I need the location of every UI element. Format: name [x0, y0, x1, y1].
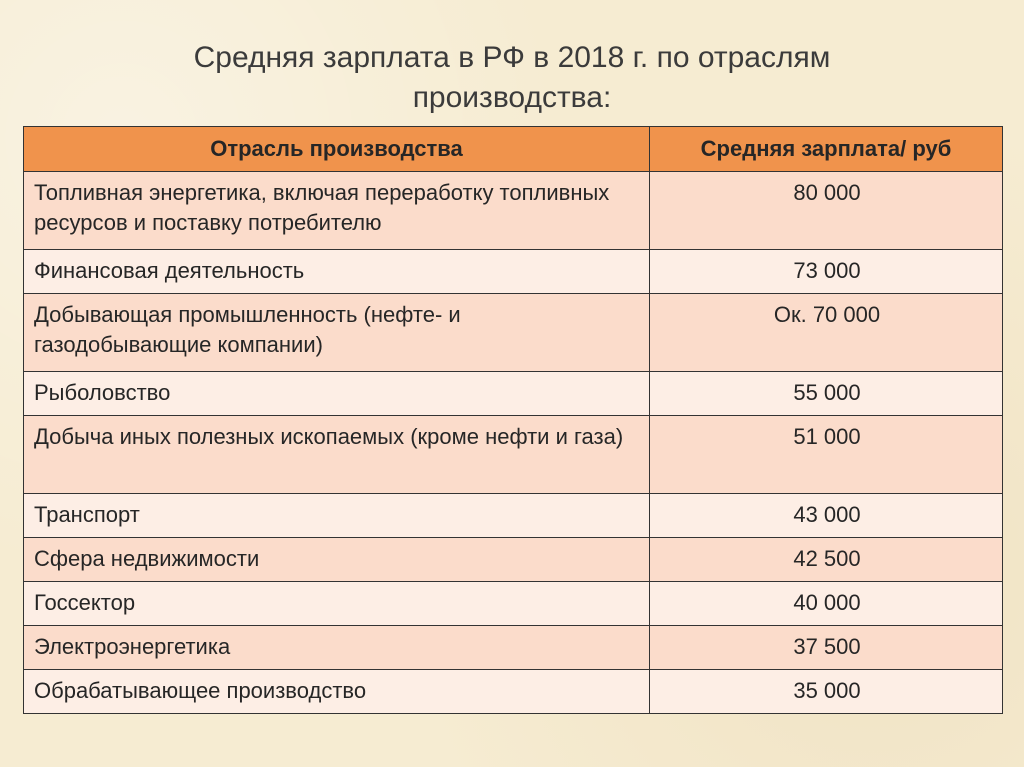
table-row [24, 582, 1003, 626]
cell-salary: 73 000 [650, 250, 1003, 294]
cell-industry: Финансовая деятельность [24, 250, 650, 294]
cell-industry: Обрабатывающее производство [24, 670, 650, 714]
cell-salary: 55 000 [650, 372, 1003, 416]
cell-industry: Транспорт [24, 494, 650, 538]
slide-title [0, 38, 1024, 118]
table-row [24, 670, 1003, 714]
cell-industry: Госсектор [24, 582, 650, 626]
cell-industry: Сфера недвижимости [24, 538, 650, 582]
table-row [24, 172, 1003, 250]
cell-salary: 80 000 [650, 172, 1003, 250]
cell-industry: Добыча иных полезных ископаемых (кроме нефти и газа) [24, 416, 650, 494]
cell-salary: 37 500 [650, 626, 1003, 670]
title-line-1: Средняя зарплата в РФ в 2018 г. по отраслям [193, 41, 831, 74]
salary-table-container [23, 126, 1002, 714]
table-row [24, 626, 1003, 670]
cell-salary: Ок. 70 000 [650, 294, 1003, 372]
cell-industry: Электроэнергетика [24, 626, 650, 670]
table-row [24, 250, 1003, 294]
cell-industry: Топливная энергетика, включая переработку топливных ресурсов и поставку потребителю [24, 172, 650, 250]
cell-industry: Рыболовство [24, 372, 650, 416]
table-row [24, 538, 1003, 582]
table-row [24, 416, 1003, 494]
salary-table [23, 126, 1003, 714]
title-line-2: производства: [412, 81, 612, 114]
cell-salary: 51 000 [650, 416, 1003, 494]
cell-salary: 35 000 [650, 670, 1003, 714]
table-header-row [24, 127, 1003, 172]
cell-salary: 43 000 [650, 494, 1003, 538]
header-industry: Отрасль производства [24, 127, 650, 172]
cell-industry: Добывающая промышленность (нефте- и газодобывающие компании) [24, 294, 650, 372]
table-row [24, 372, 1003, 416]
table-row [24, 494, 1003, 538]
cell-salary: 42 500 [650, 538, 1003, 582]
header-salary: Средняя зарплата/ руб [650, 127, 1003, 172]
table-row [24, 294, 1003, 372]
cell-salary: 40 000 [650, 582, 1003, 626]
